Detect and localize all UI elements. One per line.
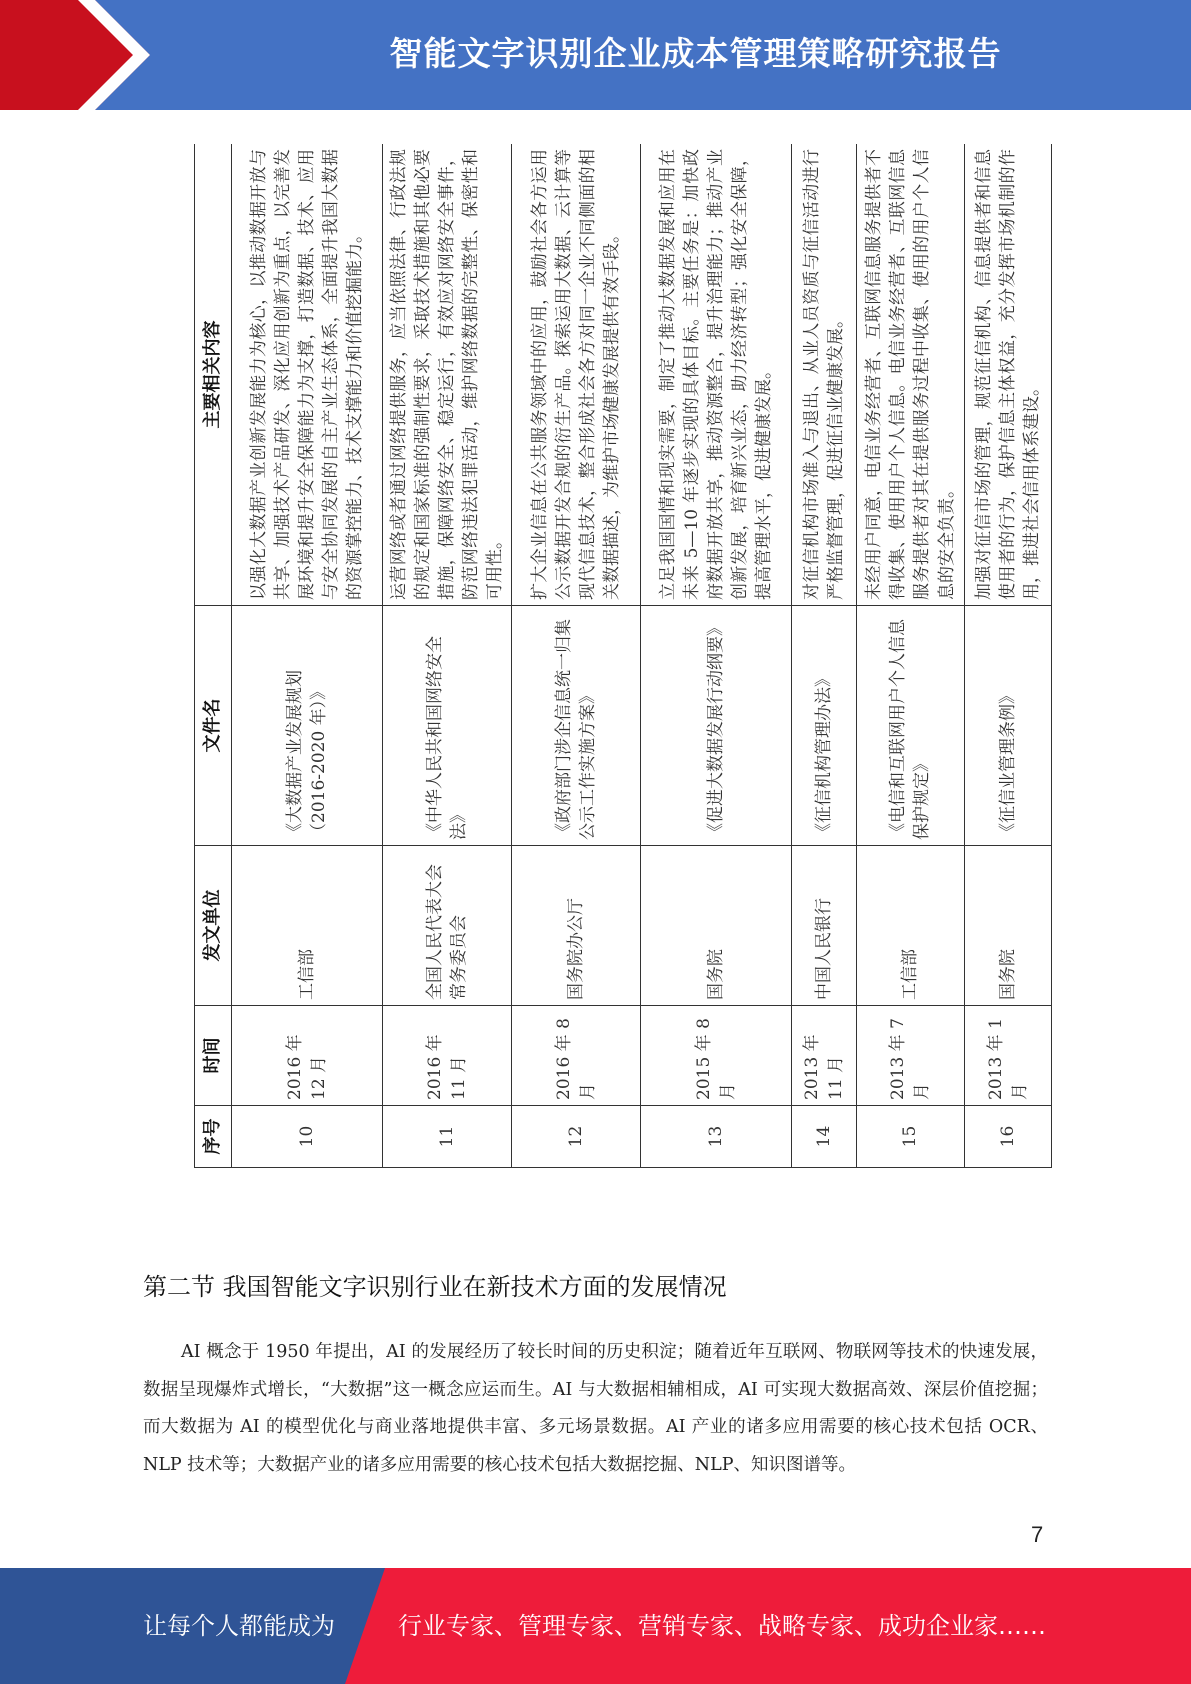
column-header-no: 序号	[195, 1106, 232, 1168]
cell-issuer: 全国人民代表大会常务委员会	[383, 846, 512, 1006]
table-row	[512, 144, 641, 1168]
column-header-document: 文件名	[195, 606, 232, 846]
table-row	[856, 144, 965, 1168]
cell-date: 2013 年 11 月	[792, 1006, 856, 1106]
cell-date: 2016 年 11 月	[383, 1006, 512, 1106]
table-header-row	[195, 144, 232, 1168]
cell-date: 2013 年 1 月	[965, 1006, 1052, 1106]
cell-issuer: 国务院	[640, 846, 791, 1006]
column-header-content: 主要相关内容	[195, 144, 232, 606]
cell-content: 立足我国国情和现实需要，制定了推动大数据发展和应用在未来 5—10 年逐步实现的具体目标。主要任务是：加快政府数据开放共享，推动资源整合，提升治理能力；推动产业创新发展，培育新兴业态，助力经济转型；强化安全保障，提高管理水平，促进健康发展。	[640, 144, 791, 606]
cell-issuer: 国务院	[965, 846, 1052, 1006]
policy-table	[194, 144, 1052, 1168]
policy-table-container	[194, 144, 1052, 1168]
cell-content: 加强对征信市场的管理，规范征信机构、信息提供者和信息使用者的行为，保护信息主体权益，充分发挥市场机制的作用，推进社会信用体系建设。	[965, 144, 1052, 606]
cell-no: 12	[512, 1106, 641, 1168]
table-row	[640, 144, 791, 1168]
section-heading: 第二节 我国智能文字识别行业在新技术方面的发展情况	[143, 1273, 727, 1301]
cell-issuer: 中国人民银行	[792, 846, 856, 1006]
page-footer	[0, 1568, 1191, 1684]
section-paragraph: AI 概念于 1950 年提出，AI 的发展经历了较长时间的历史积淀；随着近年互联网、物联网等技术的快速发展，数据呈现爆炸式增长，“大数据”这一概念应运而生。AI 与大数据相辅相成，AI 可实现大数据高效、深层价值挖掘；而大数据为 AI 的模型优化与商业落地提供丰富、多元场景数据。AI 产业的诸多应用需要的核心技术包括 OCR、NLP 技术等；大数据产业的诸多应用需要的核心技术包括大数据挖掘、NLP、知识图谱等。	[143, 1342, 1048, 1475]
column-header-issuer: 发文单位	[195, 846, 232, 1006]
footer-slogan-lead: 让每个人都能成为	[143, 1612, 335, 1640]
page-header	[0, 0, 1191, 110]
cell-date: 2015 年 8 月	[640, 1006, 791, 1106]
table-row	[383, 144, 512, 1168]
cell-content: 对征信机构市场准入与退出、从业人员资质与征信活动进行严格监督管理，促进征信业健康发展。	[792, 144, 856, 606]
cell-no: 15	[856, 1106, 965, 1168]
table-row	[792, 144, 856, 1168]
cell-document: 《征信机构管理办法》	[792, 606, 856, 846]
page-number: 7	[1031, 1522, 1044, 1547]
cell-issuer: 国务院办公厅	[512, 846, 641, 1006]
cell-no: 16	[965, 1106, 1052, 1168]
cell-no: 13	[640, 1106, 791, 1168]
cell-document: 《大数据产业发展规划（2016-2020 年）》	[232, 606, 383, 846]
cell-date: 2016 年 8 月	[512, 1006, 641, 1106]
cell-content: 扩大企业信息在公共服务领域中的应用，鼓励社会各方运用公示数据开发合规的衍生产品。探索运用大数据、云计算等现代信息技术，整合形成社会各方对同一企业不同侧面的相关数据描述，为维护市场健康发展提供有效手段。	[512, 144, 641, 606]
cell-document: 《政府部门涉企信息统一归集公示工作实施方案》	[512, 606, 641, 846]
cell-date: 2013 年 7 月	[856, 1006, 965, 1106]
table-row	[965, 144, 1052, 1168]
cell-document: 《征信业管理条例》	[965, 606, 1052, 846]
cell-document: 《促进大数据发展行动纲要》	[640, 606, 791, 846]
cell-issuer: 工信部	[856, 846, 965, 1006]
cell-content: 运营网络或者通过网络提供服务，应当依照法律、行政法规的规定和国家标准的强制性要求，采取技术措施和其他必要措施，保障网络安全、稳定运行，有效应对网络安全事件，防范网络违法犯罪活动，维护网络数据的完整性、保密性和可用性。	[383, 144, 512, 606]
column-header-date: 时间	[195, 1006, 232, 1106]
table-row	[232, 144, 383, 1168]
cell-no: 11	[383, 1106, 512, 1168]
cell-content: 以强化大数据产业创新发展能力为核心，以推动数据开放与共享、加强技术产品研发、深化应用创新为重点，以完善发展环境和提升安全保障能力为支撑，打造数据、技术、应用与安全协同发展的自主产业生态体系，全面提升我国大数据的资源掌控能力、技术支撑能力和价值挖掘能力。	[232, 144, 383, 606]
cell-date: 2016 年 12 月	[232, 1006, 383, 1106]
cell-document: 《中华人民共和国网络安全法》	[383, 606, 512, 846]
report-title: 智能文字识别企业成本管理策略研究报告	[389, 34, 1002, 73]
cell-issuer: 工信部	[232, 846, 383, 1006]
cell-no: 10	[232, 1106, 383, 1168]
cell-content: 未经用户同意，电信业务经营者、互联网信息服务提供者不得收集、使用用户个人信息。电信业务经营者、互联网信息服务提供者对其在提供服务过程中收集、使用的用户个人信息的安全负责。	[856, 144, 965, 606]
cell-document: 《电信和互联网用户个人信息保护规定》	[856, 606, 965, 846]
footer-slogan-list: 行业专家、管理专家、营销专家、战略专家、成功企业家……	[398, 1612, 1046, 1640]
cell-no: 14	[792, 1106, 856, 1168]
